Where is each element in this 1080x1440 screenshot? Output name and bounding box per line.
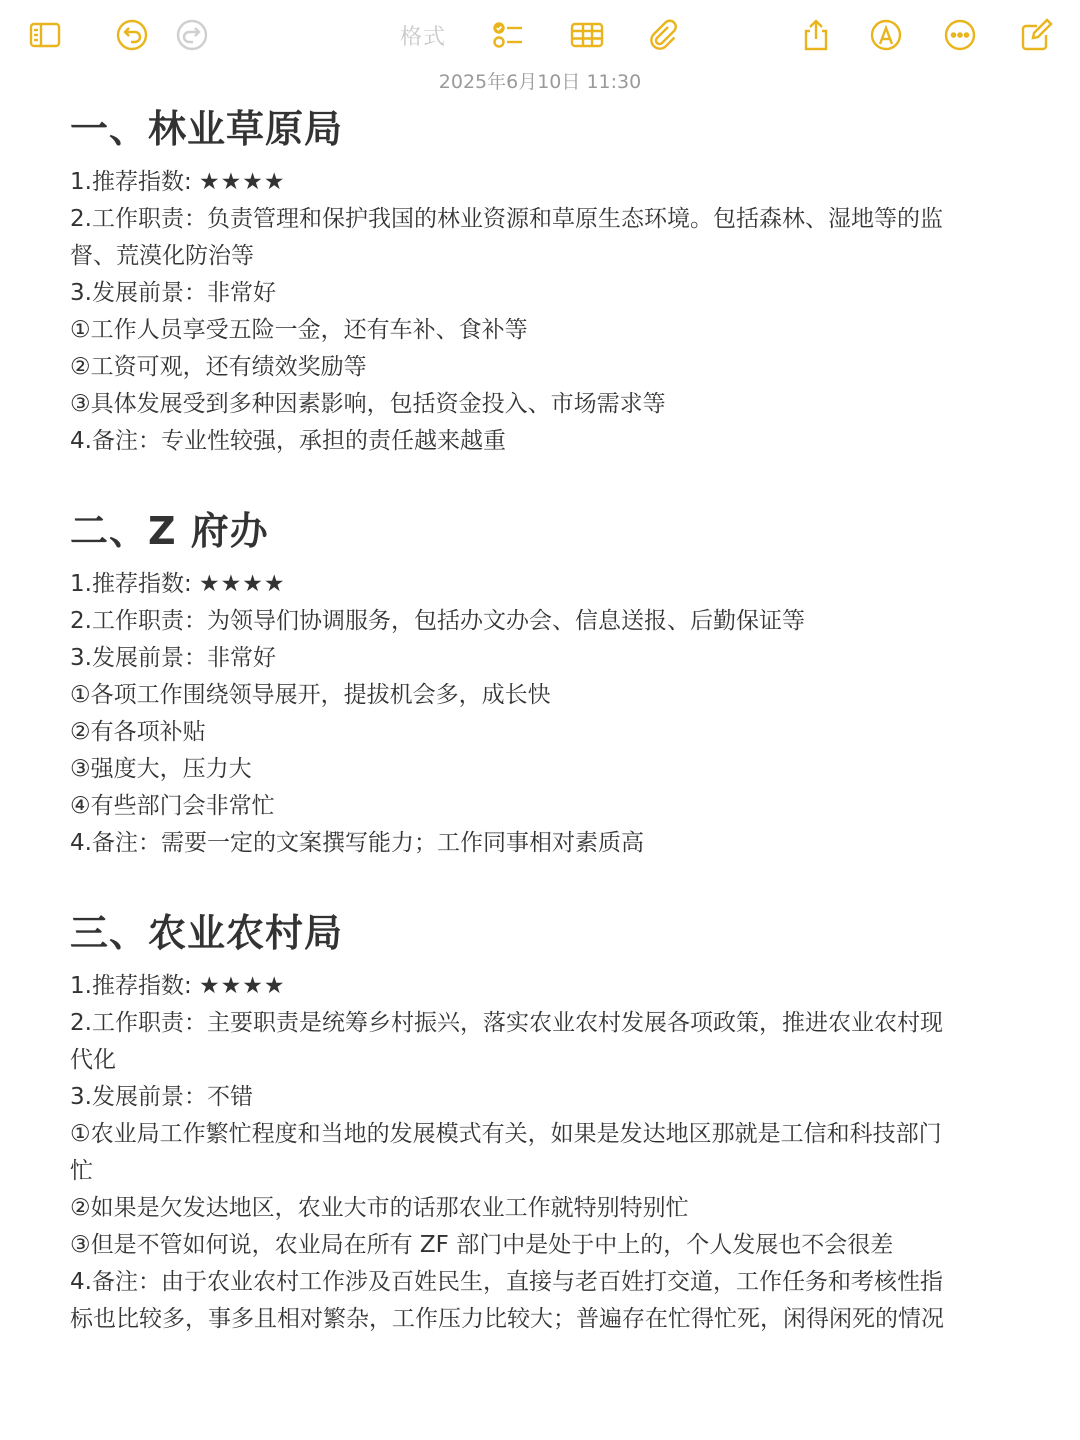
text-line: ②工资可观，还有绩效奖励等 bbox=[70, 354, 367, 380]
note-timestamp: 2025年6月10日 11:30 bbox=[438, 71, 642, 93]
format-button[interactable]: 格式 bbox=[400, 25, 447, 50]
text-line: ②有各项补贴 bbox=[70, 719, 206, 745]
text-line: 4.备注：由于农业农村工作涉及百姓民生，直接与老百姓打交道，工作任务和考核性指 bbox=[70, 1269, 943, 1295]
text-line: 3.发展前景：非常好 bbox=[70, 280, 276, 306]
text-line: ①各项工作围绕领导展开，提拔机会多，成长快 bbox=[70, 682, 551, 708]
text-line: 3.发展前景：非常好 bbox=[70, 645, 276, 671]
note-section bbox=[70, 904, 1010, 1338]
rating-stars: ★★★★ bbox=[199, 169, 286, 195]
rating-line bbox=[70, 968, 1010, 1005]
note-body[interactable] bbox=[70, 100, 1010, 1380]
redo-icon[interactable] bbox=[173, 16, 211, 54]
section-heading: 二、Z 府办 bbox=[70, 509, 269, 553]
text-line: 4.备注：需要一定的文案撰写能力；工作同事相对素质高 bbox=[70, 830, 644, 856]
rating-line bbox=[70, 566, 1010, 603]
text-line: 标也比较多，事多且相对繁杂，工作压力比较大；普遍存在忙得忙死，闲得闲死的情况 bbox=[70, 1306, 944, 1332]
section-heading: 一、林业草原局 bbox=[70, 107, 344, 151]
toolbar bbox=[0, 0, 1080, 70]
sidebar-icon[interactable] bbox=[26, 16, 64, 54]
more-icon[interactable] bbox=[941, 16, 979, 54]
text-line: 2.工作职责：主要职责是统筹乡村振兴，落实农业农村发展各项政策，推进农业农村现 bbox=[70, 1010, 943, 1036]
text-line: ④有些部门会非常忙 bbox=[70, 793, 275, 819]
rating-stars: ★★★★ bbox=[199, 973, 286, 999]
compose-icon[interactable] bbox=[1017, 16, 1055, 54]
rating-line bbox=[70, 164, 1010, 201]
text-line: ③强度大，压力大 bbox=[70, 756, 252, 782]
text-line: 代化 bbox=[70, 1047, 116, 1073]
markup-icon[interactable] bbox=[867, 16, 905, 54]
note-section bbox=[70, 502, 1010, 862]
rating-label: 1.推荐指数: bbox=[70, 571, 200, 597]
text-line: 督、荒漠化防治等 bbox=[70, 243, 254, 269]
text-line: 忙 bbox=[70, 1158, 93, 1184]
text-line: ①农业局工作繁忙程度和当地的发展模式有关，如果是发达地区那就是工信和科技部门 bbox=[70, 1121, 942, 1147]
table-icon[interactable] bbox=[568, 16, 606, 54]
text-line: 2.工作职责：为领导们协调服务，包括办文办会、信息送报、后勤保证等 bbox=[70, 608, 805, 634]
text-line: ①工作人员享受五险一金，还有车补、食补等 bbox=[70, 317, 528, 343]
rating-label: 1.推荐指数: bbox=[70, 973, 200, 999]
text-line: ③具体发展受到多种因素影响，包括资金投入、市场需求等 bbox=[70, 391, 666, 417]
text-line: 3.发展前景：不错 bbox=[70, 1084, 253, 1110]
rating-label: 1.推荐指数: bbox=[70, 169, 200, 195]
share-icon[interactable] bbox=[797, 16, 835, 54]
text-line: ②如果是欠发达地区，农业大市的话那农业工作就特别特别忙 bbox=[70, 1195, 689, 1221]
attachment-icon[interactable] bbox=[644, 16, 682, 54]
note-section bbox=[70, 100, 1010, 460]
rating-stars: ★★★★ bbox=[199, 571, 286, 597]
text-line: 4.备注：专业性较强，承担的责任越来越重 bbox=[70, 428, 506, 454]
section-heading: 三、农业农村局 bbox=[70, 911, 344, 955]
text-line: 2.工作职责：负责管理和保护我国的林业资源和草原生态环境。包括森林、湿地等的监 bbox=[70, 206, 943, 232]
text-line: ③但是不管如何说，农业局在所有 ZF 部门中是处于中上的，个人发展也不会很差 bbox=[70, 1232, 894, 1258]
undo-icon[interactable] bbox=[113, 16, 151, 54]
checklist-icon[interactable] bbox=[489, 16, 527, 54]
